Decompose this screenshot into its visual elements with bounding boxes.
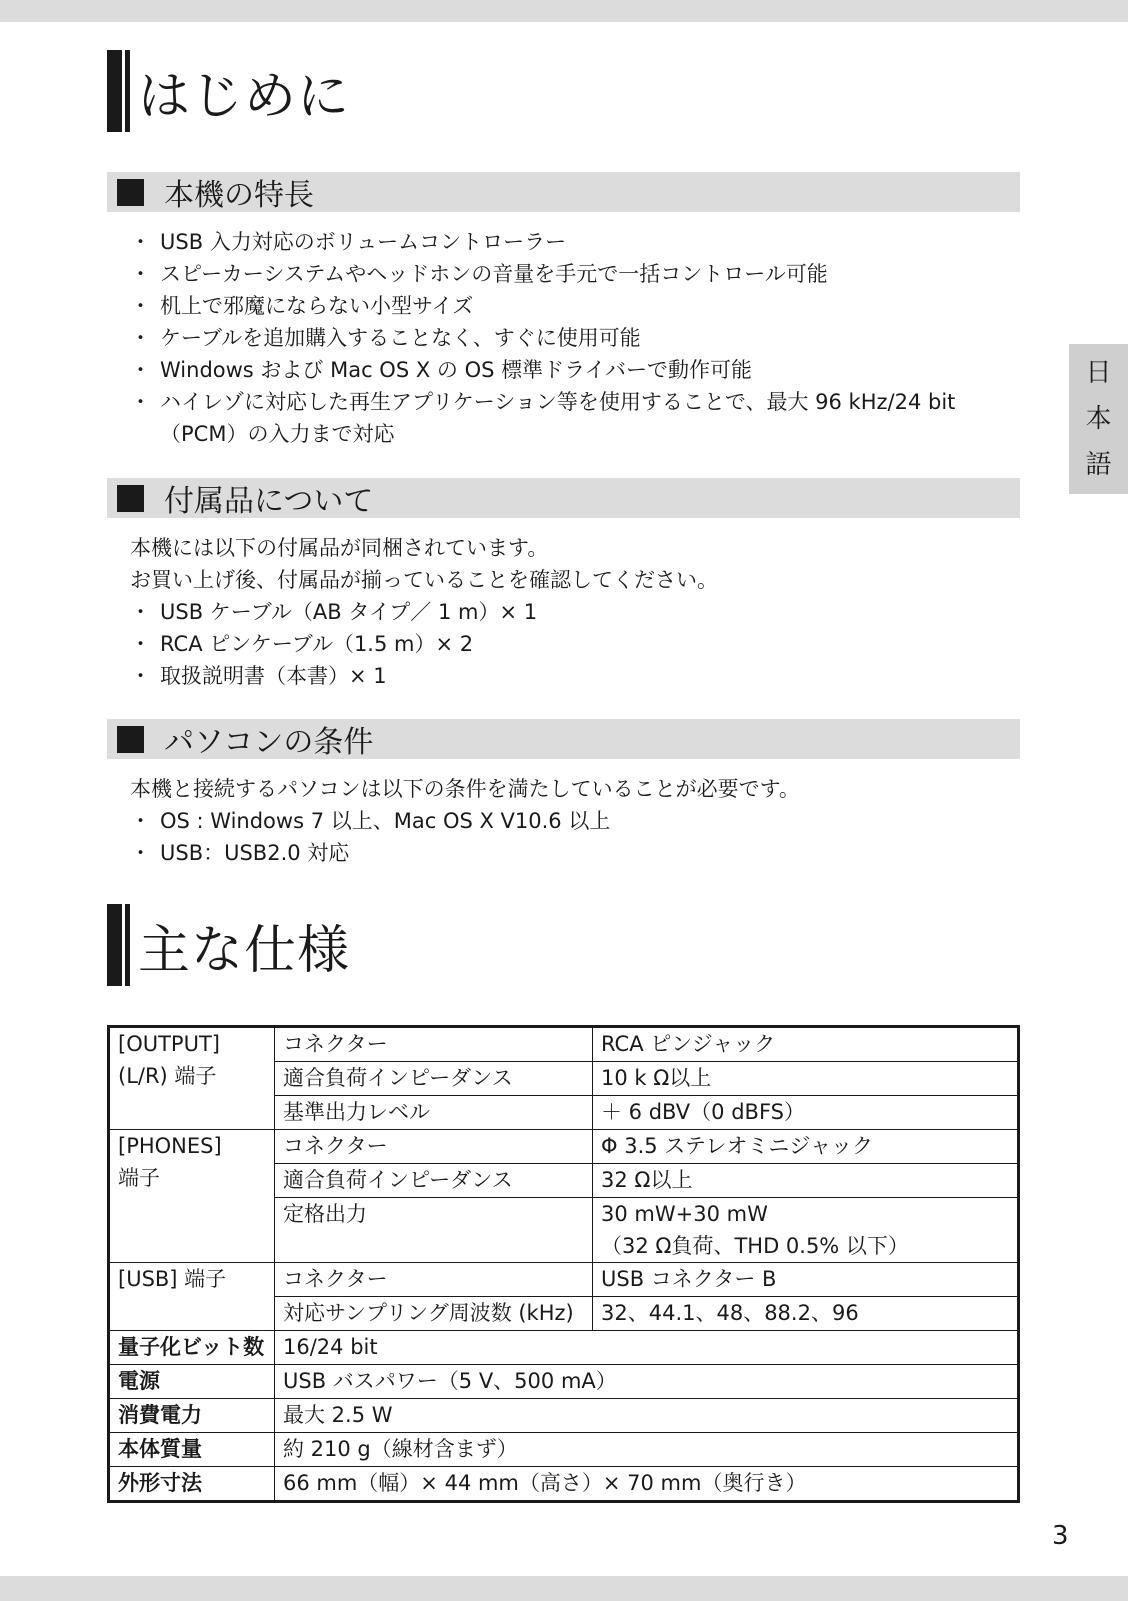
spec-item: コネクター — [275, 1027, 593, 1062]
list-item: ・ USB ケーブル（AB タイプ／ 1 m）× 1 — [130, 596, 718, 628]
language-tab — [1069, 344, 1128, 494]
spec-value: 10 k Ω以上 — [593, 1062, 1019, 1096]
spec-value: USB バスパワー（5 V、500 mA） — [275, 1365, 1019, 1399]
list-item: ・ Windows および Mac OS X の OS 標準ドライバーで動作可能 — [130, 354, 955, 386]
spec-item: 適合負荷インピーダンス — [275, 1164, 593, 1198]
list-item: ・ OS : Windows 7 以上、Mac OS X V10.6 以上 — [130, 805, 800, 837]
spec-item: コネクター — [275, 1263, 593, 1297]
spec-label: 消費電力 — [109, 1399, 275, 1433]
title-bar-icon — [107, 50, 122, 132]
spec-item: 適合負荷インピーダンス — [275, 1062, 593, 1096]
spec-label: 電源 — [109, 1365, 275, 1399]
table-row — [109, 1331, 1019, 1365]
specs-title-text: 主な仕様 — [138, 920, 351, 981]
intro-title — [107, 50, 350, 132]
spec-value: 16/24 bit — [275, 1331, 1019, 1365]
table-row — [109, 1433, 1019, 1467]
paragraph-line: 本機には以下の付属品が同梱されています。 — [130, 536, 549, 560]
table-row — [109, 1263, 1019, 1297]
list-item: ・ 取扱説明書（本書）× 1 — [130, 660, 718, 692]
language-tab-char: 本 — [1085, 404, 1112, 434]
spec-item: 基準出力レベル — [275, 1096, 593, 1130]
specs-title — [107, 904, 350, 986]
spec-item: コネクター — [275, 1130, 593, 1164]
intro-title-text: はじめに — [138, 66, 351, 127]
paragraph-line: お買い上げ後、付属品が揃っていることを確認してください。 — [130, 568, 718, 592]
spec-item: 定格出力 — [275, 1198, 593, 1263]
page-number: 3 — [1052, 1521, 1069, 1551]
title-bar-icon — [125, 904, 130, 986]
accessories-body — [130, 532, 718, 692]
bottom-band — [0, 1576, 1128, 1601]
table-row — [109, 1027, 1019, 1062]
table-row — [109, 1399, 1019, 1433]
spec-value: ＋ 6 dBV（0 dBFS） — [593, 1096, 1019, 1130]
spec-item: 対応サンプリング周波数 (kHz) — [275, 1297, 593, 1331]
spec-value: 30 mW+30 mW （32 Ω負荷、THD 0.5% 以下） — [593, 1198, 1019, 1263]
pc-heading-text: パソコンの条件 — [164, 725, 374, 760]
square-bullet-icon — [117, 485, 144, 512]
spec-value: 66 mm（幅）× 44 mm（高さ）× 70 mm（奥行き） — [275, 1467, 1019, 1502]
list-item: ・ RCA ピンケーブル（1.5 m）× 2 — [130, 628, 718, 660]
spec-label: 外形寸法 — [109, 1467, 275, 1502]
list-item: ・ 机上で邪魔にならない小型サイズ — [130, 290, 955, 322]
features-heading — [107, 172, 1020, 212]
spec-value: RCA ピンジャック — [593, 1027, 1019, 1062]
spec-label: 量子化ビット数 — [109, 1331, 275, 1365]
list-item: ・ スピーカーシステムやヘッドホンの音量を手元で一括コントロール可能 — [130, 258, 955, 290]
square-bullet-icon — [117, 726, 144, 753]
spec-group-label: [OUTPUT] (L/R) 端子 — [109, 1027, 275, 1130]
title-bar-icon — [125, 50, 130, 132]
spec-label: 本体質量 — [109, 1433, 275, 1467]
table-row — [109, 1130, 1019, 1164]
paragraph-line: 本機と接続するパソコンは以下の条件を満たしていることが必要です。 — [130, 777, 800, 801]
list-item: ・ USB 入力対応のボリュームコントローラー — [130, 226, 955, 258]
list-item-continuation: （PCM）の入力まで対応 — [160, 422, 395, 446]
pc-heading — [107, 719, 1020, 759]
spec-table — [107, 1025, 1020, 1503]
spec-value: 約 210 g（線材含まず） — [275, 1433, 1019, 1467]
table-row — [109, 1467, 1019, 1502]
list-item: ・ ケーブルを追加購入することなく、すぐに使用可能 — [130, 322, 955, 354]
spec-value: Φ 3.5 ステレオミニジャック — [593, 1130, 1019, 1164]
spec-value: 32、44.1、48、88.2、96 — [593, 1297, 1019, 1331]
spec-value: USB コネクター B — [593, 1263, 1019, 1297]
list-item: ・ ハイレゾに対応した再生アプリケーション等を使用することで、最大 96 kHz/24 bit — [130, 386, 955, 418]
accessories-heading-text: 付属品について — [164, 484, 374, 519]
pc-body — [130, 773, 800, 869]
spec-value: 最大 2.5 W — [275, 1399, 1019, 1433]
language-tab-char: 日 — [1085, 358, 1112, 388]
spec-group-label: [PHONES] 端子 — [109, 1130, 275, 1263]
title-bar-icon — [107, 904, 122, 986]
table-row — [109, 1365, 1019, 1399]
language-tab-char: 語 — [1085, 450, 1112, 480]
square-bullet-icon — [117, 179, 144, 206]
spec-group-label: [USB] 端子 — [109, 1263, 275, 1331]
list-item: ・ USB：USB2.0 対応 — [130, 837, 800, 869]
top-band — [0, 0, 1128, 22]
features-heading-text: 本機の特長 — [164, 178, 314, 213]
accessories-heading — [107, 478, 1020, 518]
spec-value: 32 Ω以上 — [593, 1164, 1019, 1198]
features-list — [130, 226, 955, 450]
